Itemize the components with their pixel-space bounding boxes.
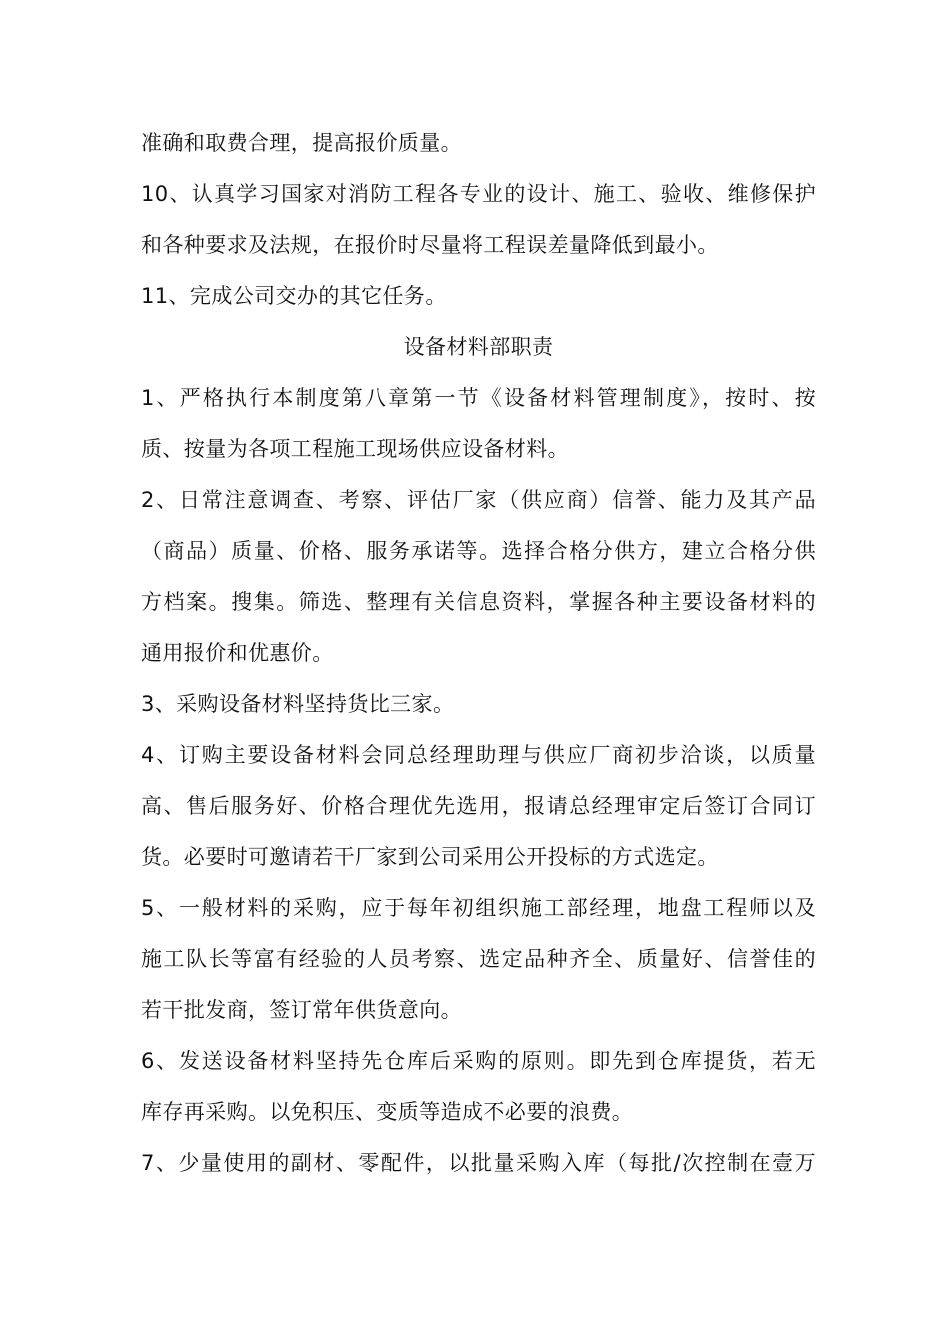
document-body — [141, 118, 816, 1189]
text-line: 方档案。搜集。筛选、整理有关信息资料，掌握各种主要设备材料的 — [141, 590, 816, 614]
text-line: 库存再采购。以免积压、变质等造成不必要的浪费。 — [141, 1100, 634, 1124]
text-line: 货。必要时可邀请若干厂家到公司采用公开投标的方式选定。 — [141, 845, 719, 869]
text-line: 高、售后服务好、价格合理优先选用，报请总经理审定后签订合同订 — [141, 794, 816, 818]
text-line: 5、一般材料的采购，应于每年初组织施工部经理，地盘工程师以及 — [141, 896, 816, 920]
text-line: 7、少量使用的副材、零配件，以批量采购入库（每批/次控制在壹万 — [141, 1151, 816, 1175]
text-line: 2、日常注意调查、考察、评估厂家（供应商）信誉、能力及其产品 — [141, 488, 816, 512]
text-line: 通用报价和优惠价。 — [141, 641, 334, 665]
text-line: 准确和取费合理，提高报价质量。 — [141, 131, 462, 155]
text-line: 1、严格执行本制度第八章第一节《设备材料管理制度》，按时、按 — [141, 386, 816, 410]
text-line: 若干批发商，签订常年供货意向。 — [141, 998, 462, 1022]
text-line: 3、采购设备材料坚持货比三家。 — [141, 692, 455, 716]
text-line: 6、发送设备材料坚持先仓库后采购的原则。即先到仓库提货，若无 — [141, 1049, 816, 1073]
text-line: 和各种要求及法规，在报价时尽量将工程误差量降低到最小。 — [141, 233, 719, 257]
text-line: 4、订购主要设备材料会同总经理助理与供应厂商初步洽谈，以质量 — [141, 743, 816, 767]
section-heading: 设备材料部职责 — [403, 335, 554, 359]
text-line: 质、按量为各项工程施工现场供应设备材料。 — [141, 437, 569, 461]
text-line: 10、认真学习国家对消防工程各专业的设计、施工、验收、维修保护 — [141, 182, 816, 206]
text-line: 11、完成公司交办的其它任务。 — [141, 284, 447, 308]
text-line: 施工队长等富有经验的人员考察、选定品种齐全、质量好、信誉佳的 — [141, 947, 816, 971]
text-line: （商品）质量、价格、服务承诺等。选择合格分供方，建立合格分供 — [141, 539, 816, 563]
